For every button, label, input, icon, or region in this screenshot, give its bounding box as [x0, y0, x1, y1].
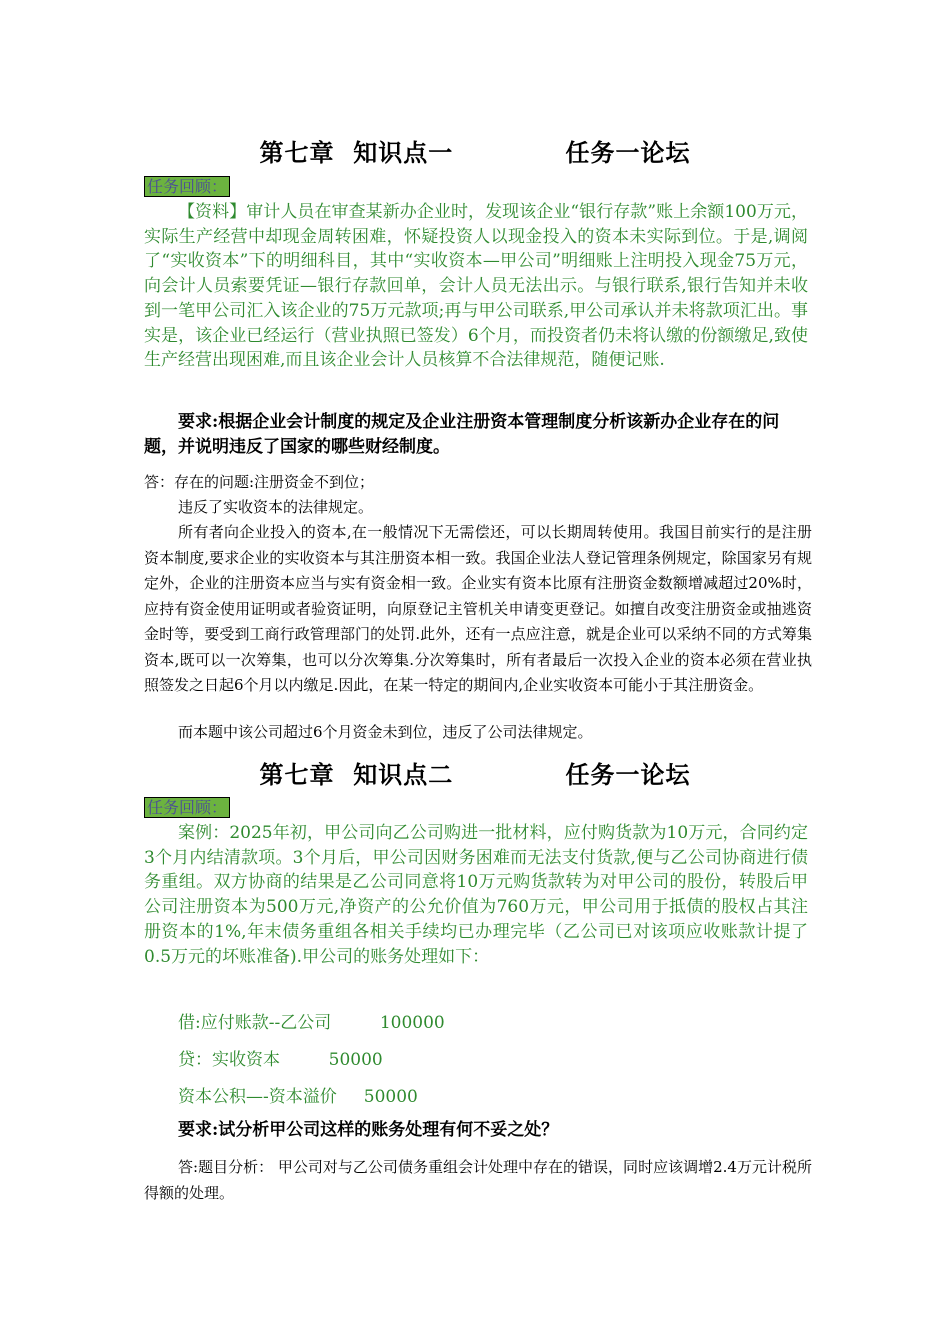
section1-requirement: 要求:根据企业会计制度的规定及企业注册资本管理制度分析该新办企业存在的问题，并说明违反了国家的哪些财经制度。: [144, 412, 780, 457]
section2-case: 案例：2025年初，甲公司向乙公司购进一批材料，应付购货款为10万元，合同约定3个月内结清款项。3个月后，甲公司因财务困难而无法支付货款,便与乙公司协商进行债务重组。双方协商的结果是乙公司同意将10万元购货款转为对甲公司的股份，转股后甲公司注册资本为500万元,净资产的公允价值为760万元，甲公司用于抵债的股权占其注册资本的1%,年末债务重组各相关手续均已办理完毕（乙公司已对该项应收账款计提了0.5万元的坏账准备).甲公司的账务处理如下：: [144, 823, 808, 967]
journal-entry-credit-2: 资本公积—-资本溢价 50000: [178, 1087, 418, 1107]
section1-answer-line2: 违反了实收资本的法律规定。: [178, 498, 374, 516]
section1-title: 第七章 知识点一 任务一论坛: [259, 138, 691, 167]
section1-material: 【资料】审计人员在审查某新办企业时，发现该企业“银行存款”账上余额100万元，实际生产经营中却现金周转困难，怀疑投资人以现金投入的资本未实际到位。于是,调阅了“实收资本”下的明细科目，其中“实收资本—甲公司”明细账上注明投入现金75万元，向会计人员索要凭证—银行存款回单，会计人员无法出示。与银行联系,银行告知并未收到一笔甲公司汇入该企业的75万元款项;再与甲公司联系,甲公司承认并未将款项汇出。事实是，该企业已经运行（营业执照已签发）6个月，而投资者仍未将认缴的份额缴足,致使生产经营出现困难,而且该企业会计人员核算不合法律规范，随便记账.: [144, 202, 808, 371]
section1-answer-body: 所有者向企业投入的资本,在一般情况下无需偿还，可以长期周转使用。我国目前实行的是注册资本制度,要求企业的实收资本与其注册资本相一致。我国企业法人登记管理条例规定，除国家另有规定外，企业的注册资本应当与实有资金相一致。企业实有资本比原有注册资金数额增减超过20%时，应持有资金使用证明或者验资证明，向原登记主管机关申请变更登记。如擅自改变注册资金或抽逃资金时等，要受到工商行政管理部门的处罚.此外，还有一点应注意，就是企业可以采纳不同的方式筹集资本,既可以一次筹集，也可以分次筹集.分次筹集时，所有者最后一次投入企业的资本必须在营业执照签发之日起6个月以内缴足.因此，在某一特定的期间内,企业实收资本可能小于其注册资金。: [144, 523, 812, 694]
section1-answer-line1: 答：存在的问题:注册资金不到位；: [144, 473, 375, 491]
journal-entry-credit-1: 贷：实收资本 50000: [178, 1050, 383, 1070]
section2-title: 第七章 知识点二 任务一论坛: [259, 760, 691, 789]
section2-review-tag: 任务回顾：: [144, 797, 230, 818]
journal-entry-debit: 借:应付账款--乙公司 100000: [178, 1013, 445, 1033]
section1-review-tag: 任务回顾：: [144, 176, 230, 197]
section1-answer-end: 而本题中该公司超过6个月资金未到位，违反了公司法律规定。: [178, 723, 593, 741]
section2-requirement: 要求:试分析甲公司这样的账务处理有何不妥之处？: [178, 1120, 559, 1140]
section2-answer: 答:题目分析： 甲公司对与乙公司债务重组会计处理中存在的错误，同时应该调增2.4万元计税所得额的处理。: [144, 1158, 812, 1202]
